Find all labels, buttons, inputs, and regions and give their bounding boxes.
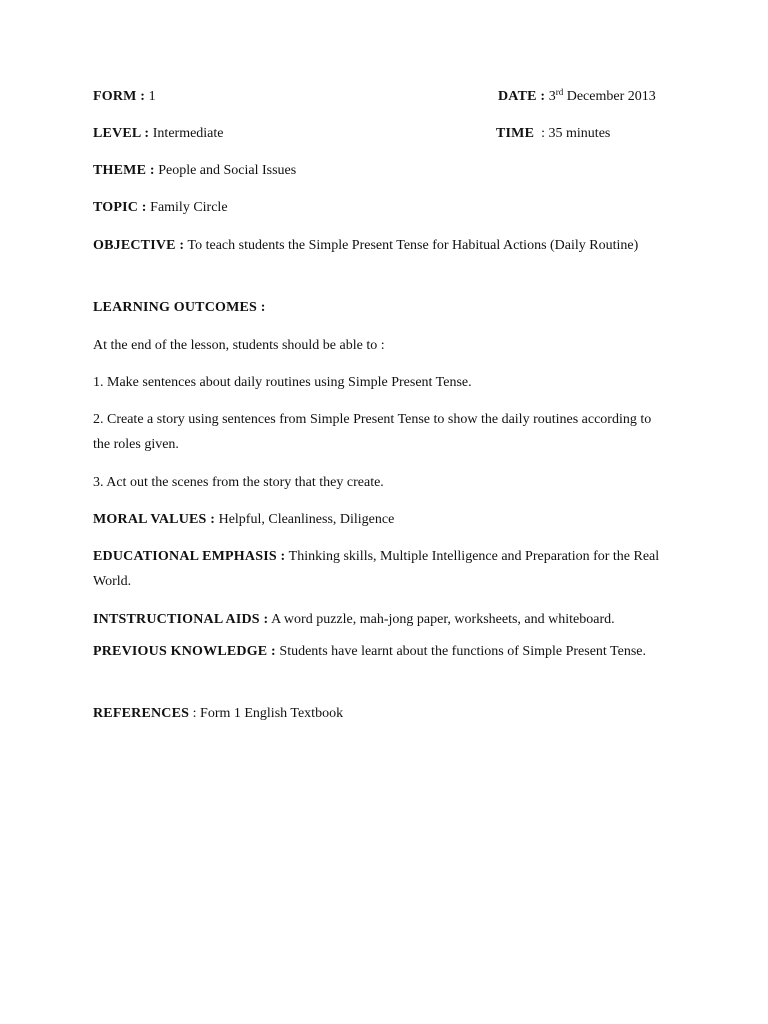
instructional-aids-text: A word puzzle, mah-jong paper, worksheets, and whiteboard. <box>271 612 615 627</box>
time-row <box>496 126 610 142</box>
theme-row <box>93 163 296 179</box>
outcome-item-2: 2. Create a story using sentences from Simple Present Tense to show the daily routines according to the roles given. <box>93 412 652 452</box>
outcome-item-3: 3. Act out the scenes from the story that they create. <box>93 475 384 490</box>
objective-label: OBJECTIVE : <box>93 238 185 253</box>
date-day: 3 <box>548 89 556 104</box>
level-value: Intermediate <box>152 126 224 141</box>
time-label: TIME <box>496 126 535 141</box>
references-row <box>93 706 343 722</box>
previous-knowledge-text: Students have learnt about the functions of Simple Present Tense. <box>279 644 646 659</box>
topic-value: Family Circle <box>150 200 228 215</box>
moral-values-label: MORAL VALUES : <box>93 512 216 527</box>
learning-outcomes-intro: At the end of the lesson, students should be able to : <box>93 338 385 353</box>
objective-text: To teach students the Simple Present Tense for Habitual Actions (Daily Routine) <box>187 238 639 253</box>
learning-outcomes-label: LEARNING OUTCOMES : <box>93 300 266 315</box>
date-label: DATE : <box>498 89 546 104</box>
topic-label: TOPIC : <box>93 200 147 215</box>
theme-value: People and Social Issues <box>158 163 297 178</box>
objective-section <box>93 233 673 258</box>
time-sep: : <box>541 126 546 141</box>
instructional-aids-row <box>93 612 615 628</box>
references-sep: : <box>192 706 197 721</box>
instructional-aids-label: INTSTRUCTIONAL AIDS : <box>93 612 269 627</box>
date-rest: December 2013 <box>566 89 656 104</box>
references-label: REFERENCES <box>93 706 190 721</box>
form-value: 1 <box>148 89 156 104</box>
date-suffix: rd <box>555 87 564 97</box>
time-value: 35 minutes <box>548 126 611 141</box>
moral-values-text: Helpful, Cleanliness, Diligence <box>218 512 395 527</box>
educational-emphasis-section <box>93 544 673 594</box>
level-label: LEVEL : <box>93 126 150 141</box>
form-row <box>93 89 156 105</box>
learning-outcomes-heading <box>93 300 266 316</box>
references-text: Form 1 English Textbook <box>200 706 344 721</box>
theme-label: THEME : <box>93 163 155 178</box>
form-label: FORM : <box>93 89 146 104</box>
previous-knowledge-section <box>93 639 668 664</box>
date-row <box>498 89 656 105</box>
outcome-item-1: 1. Make sentences about daily routines using Simple Present Tense. <box>93 375 472 390</box>
topic-row <box>93 200 228 216</box>
educational-emphasis-text: Thinking skills, Multiple Intelligence and Preparation for the Real World. <box>93 549 660 589</box>
moral-values-row <box>93 512 394 528</box>
educational-emphasis-label: EDUCATIONAL EMPHASIS : <box>93 549 286 564</box>
previous-knowledge-label: PREVIOUS KNOWLEDGE : <box>93 644 276 659</box>
level-row <box>93 126 224 142</box>
